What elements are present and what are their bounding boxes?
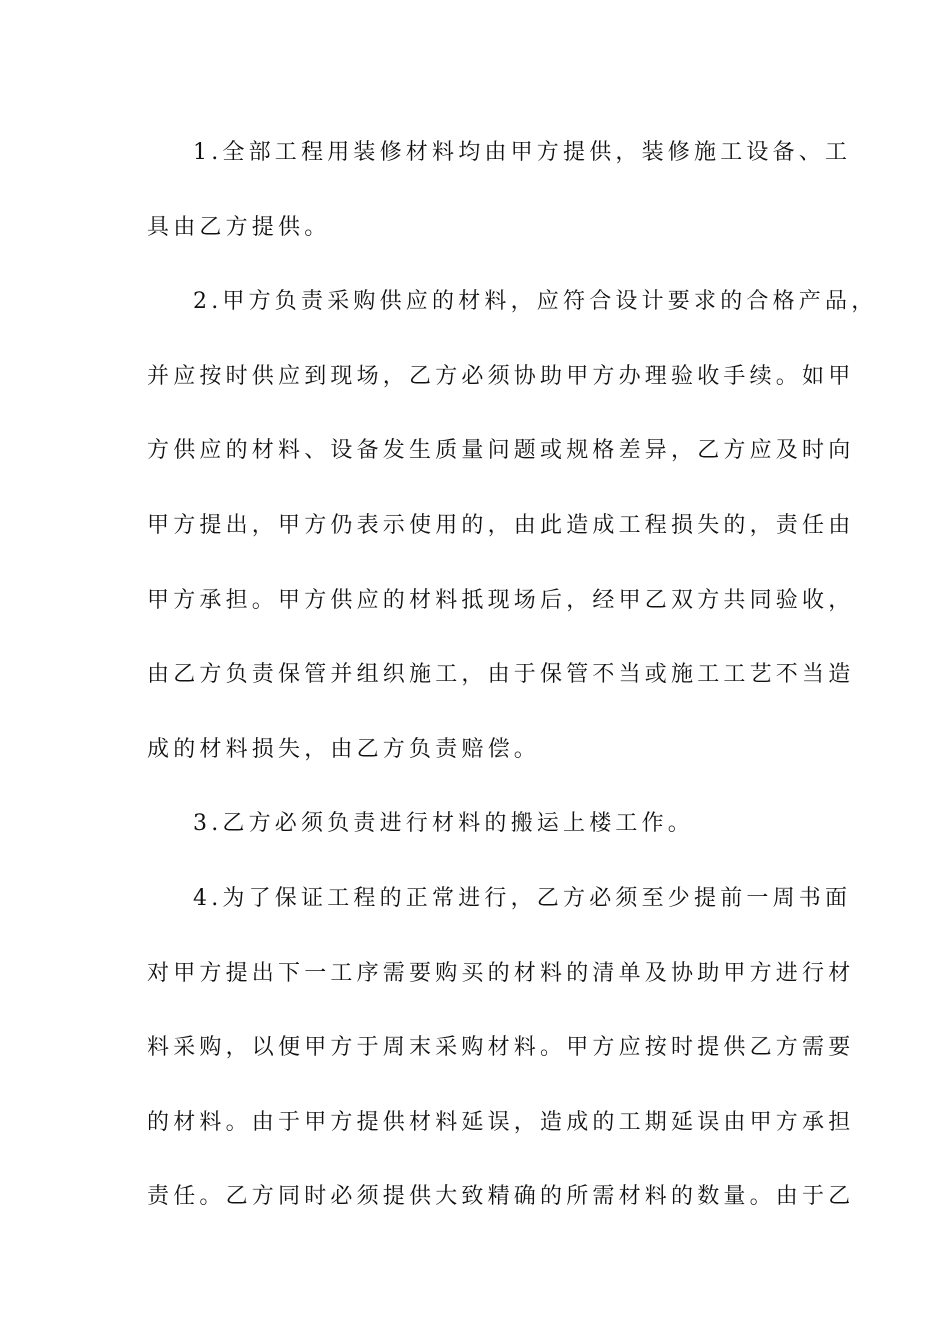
paragraph-2-line-2: 并应按时供应到现场，乙方必须协助甲方办理验收手续。如甲 bbox=[147, 363, 855, 389]
paragraph-2-line-4: 甲方提出，甲方仍表示使用的，由此造成工程损失的，责任由 bbox=[147, 512, 855, 538]
paragraph-4-line-2: 对甲方提出下一工序需要购买的材料的清单及协助甲方进行材 bbox=[147, 960, 855, 986]
paragraph-3-line-1: 3.乙方必须负责进行材料的搬运上楼工作。 bbox=[193, 811, 694, 837]
document-body bbox=[147, 130, 878, 1249]
paragraph-1-line-1: 1.全部工程用装修材料均由甲方提供，装修施工设备、工 bbox=[193, 140, 852, 165]
paragraph-4-line-3: 料采购，以便甲方于周末采购材料。甲方应按时提供乙方需要 bbox=[147, 1035, 855, 1061]
paragraph-4-line-4: 的材料。由于甲方提供材料延误，造成的工期延误由甲方承担 bbox=[147, 1109, 855, 1135]
paragraph-4-line-1: 4.为了保证工程的正常进行，乙方必须至少提前一周书面 bbox=[193, 885, 852, 911]
paragraph-4-line-5: 责任。乙方同时必须提供大致精确的所需材料的数量。由于乙 bbox=[147, 1184, 855, 1210]
paragraph-1-line-2: 具由乙方提供。 bbox=[147, 214, 331, 240]
paragraph-2-line-7: 成的材料损失，由乙方负责赔偿。 bbox=[147, 736, 541, 762]
paragraph-2-line-1: 2.甲方负责采购供应的材料，应符合设计要求的合格产品， bbox=[193, 289, 878, 315]
paragraph-2-line-6: 由乙方负责保管并组织施工，由于保管不当或施工工艺不当造 bbox=[147, 662, 855, 688]
paragraph-2-line-3: 方供应的材料、设备发生质量问题或规格差异，乙方应及时向 bbox=[147, 438, 855, 464]
paragraph-2-line-5: 甲方承担。甲方供应的材料抵现场后，经甲乙双方共同验收， bbox=[147, 587, 855, 613]
